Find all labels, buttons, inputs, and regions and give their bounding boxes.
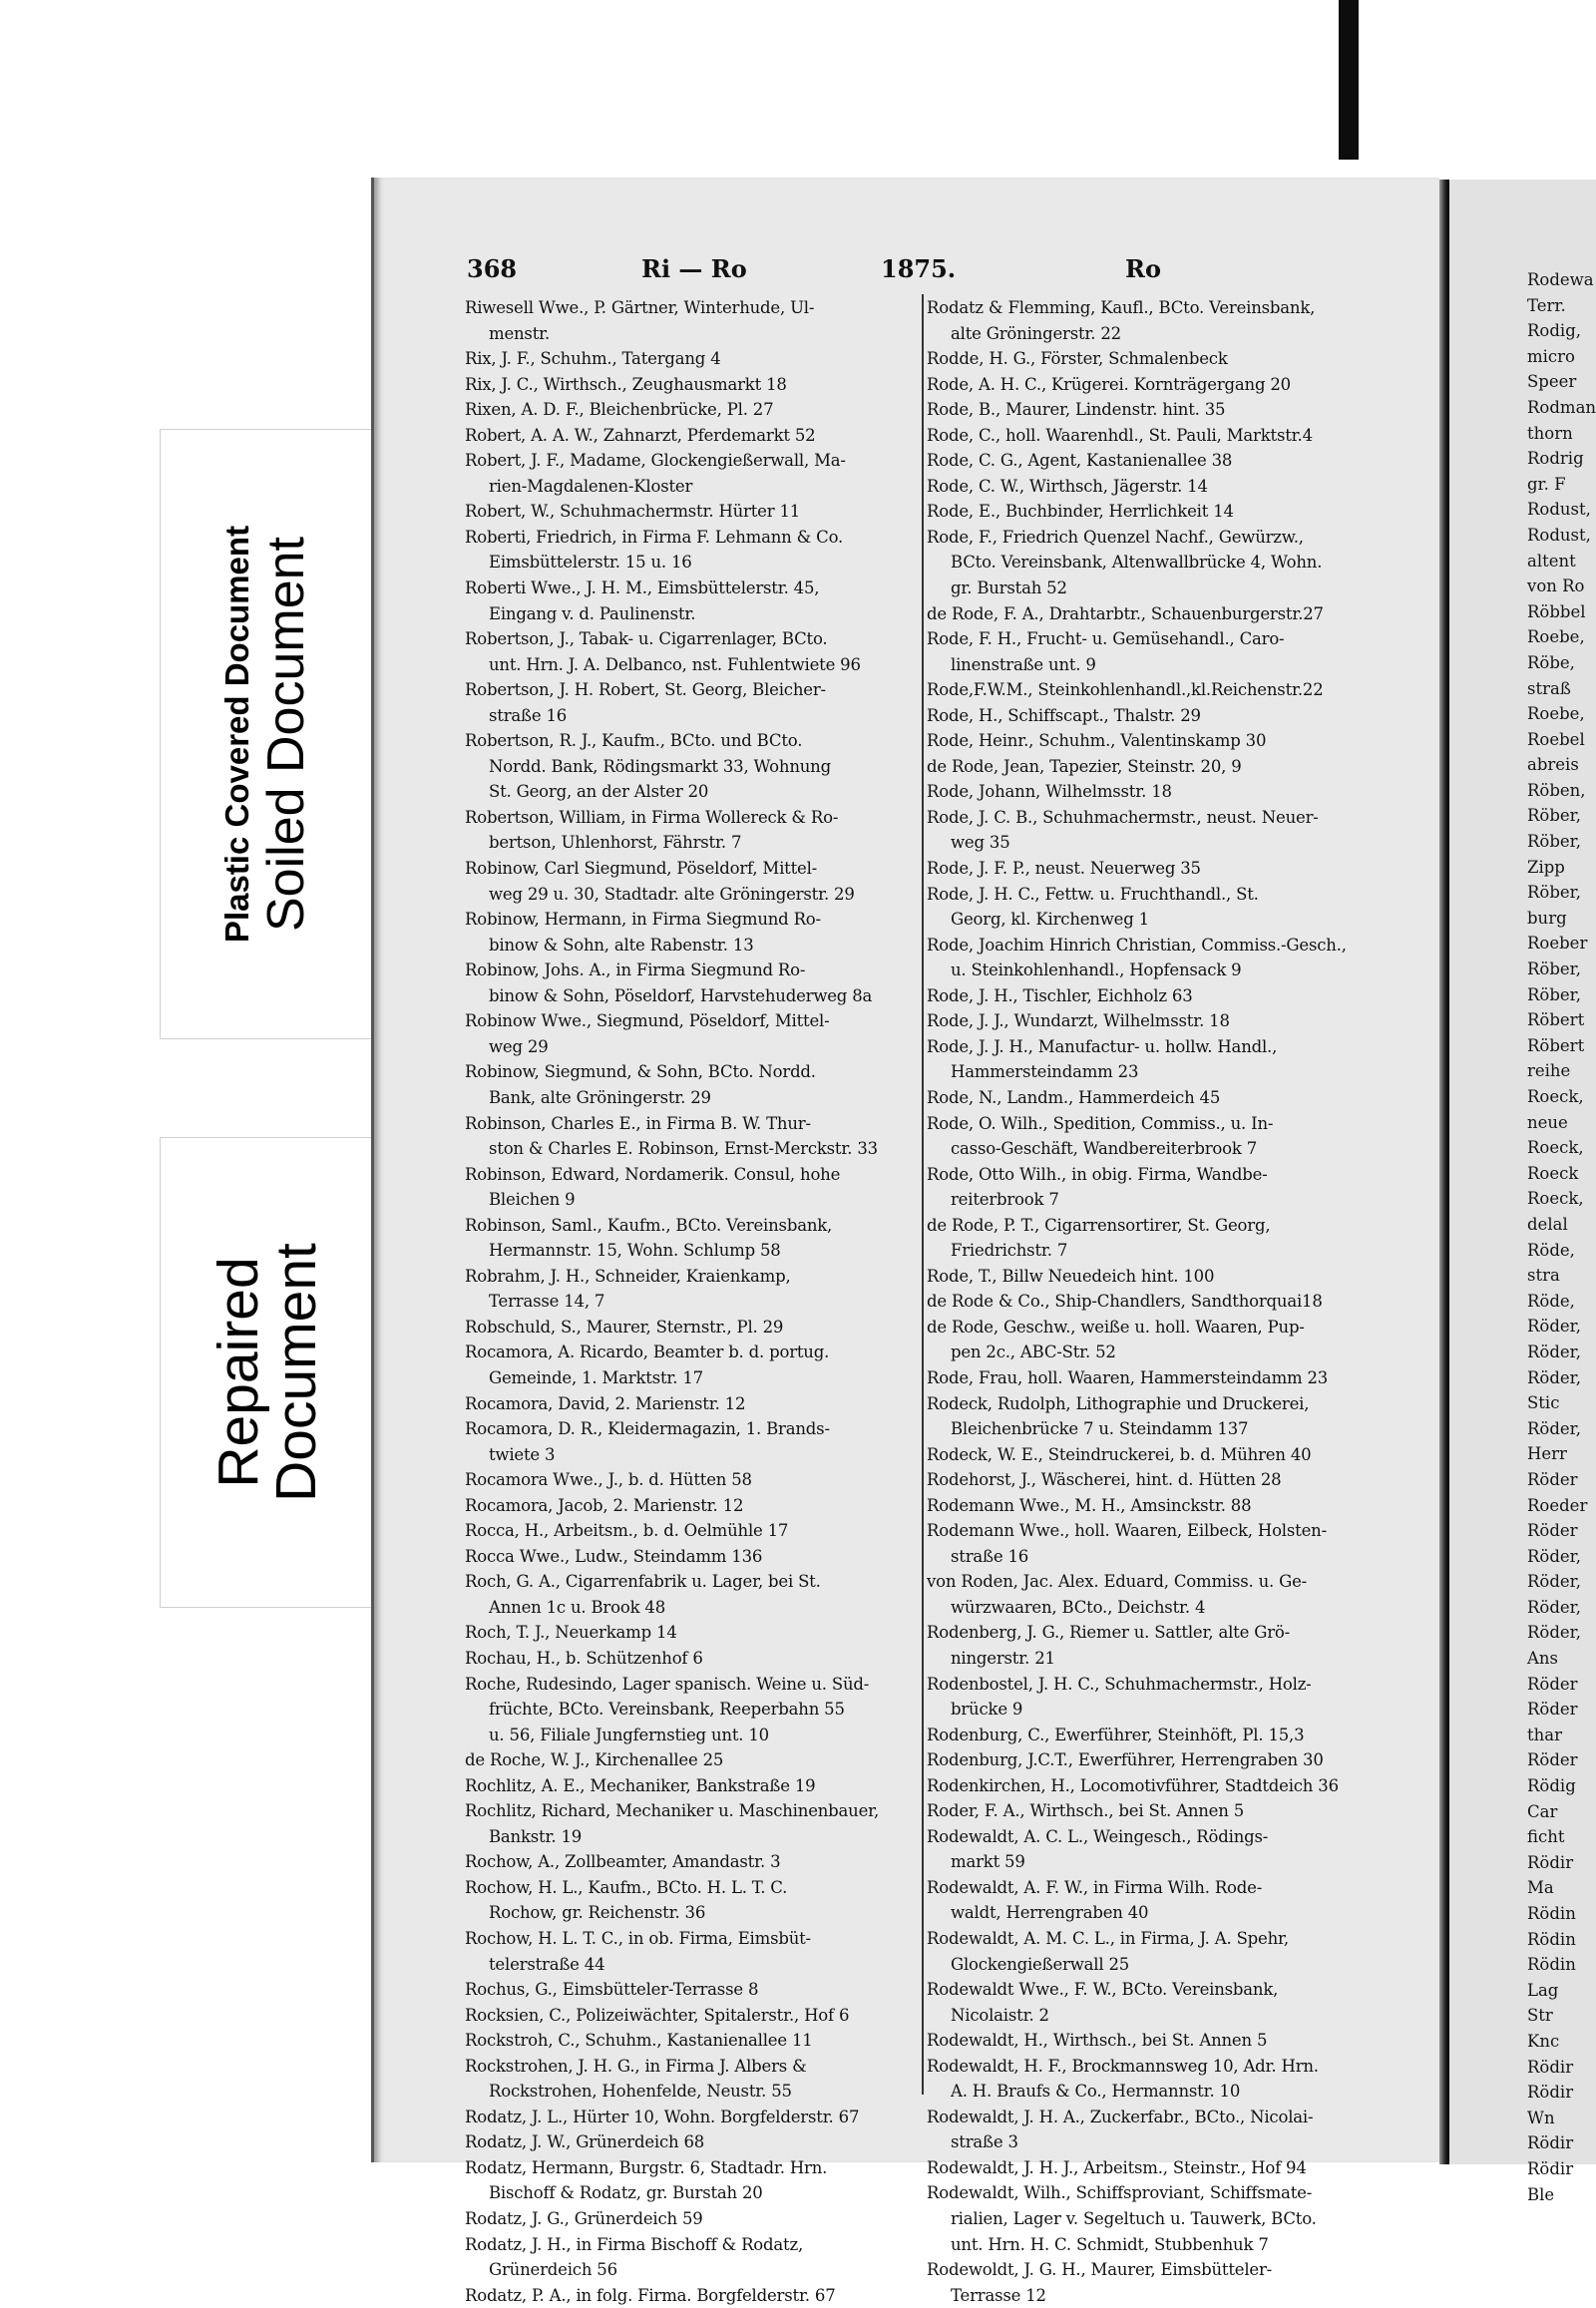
- directory-entry-line: Rocamora, Jacob, 2. Marienstr. 12: [465, 1495, 744, 1515]
- directory-entry-line: BCto. Vereinsbank, Altenwallbrücke 4, Wohn.: [951, 553, 1323, 573]
- directory-entry-line: Bankstr. 19: [489, 1826, 583, 1846]
- directory-entry-line: Rix, J. F., Schuhm., Tatergang 4: [465, 349, 721, 369]
- condition-label-repaired: [160, 1137, 375, 1608]
- label-repaired: Repaired: [206, 1257, 270, 1488]
- facing-page-line: thar: [1527, 1725, 1562, 1744]
- directory-entry-line: telerstraße 44: [489, 1954, 605, 1974]
- directory-entry-line: Rockstroh, C., Schuhm., Kastanienallee 11: [465, 2031, 813, 2051]
- facing-page-line: Rödin: [1527, 1955, 1576, 1975]
- facing-page-line: Röder,: [1527, 1367, 1582, 1387]
- directory-entry-line: Rodenburg, J.C.T., Ewerführer, Herrengraben 30: [927, 1750, 1324, 1770]
- directory-entry-line: Roberti Wwe., J. H. M., Eimsbüttelerstr. 45,: [465, 578, 820, 598]
- facing-page-line: Röder: [1527, 1700, 1578, 1720]
- directory-entry-line: Rocksien, C., Polizeiwächter, Spitalerstr., Hof 6: [465, 2005, 850, 2025]
- directory-entry-line: würzwaaren, BCto., Deichstr. 4: [951, 1597, 1206, 1617]
- directory-entry-line: Gemeinde, 1. Marktstr. 17: [489, 1367, 703, 1387]
- directory-entry-line: Rode, J. C. B., Schuhmachermstr., neust. Neuer-: [927, 807, 1319, 827]
- facing-page-line: Roeber: [1527, 934, 1588, 954]
- facing-page-line: Rödir: [1527, 2133, 1574, 2153]
- directory-entry-line: Rodatz & Flemming, Kaufl., BCto. Vereinsbank,: [927, 298, 1316, 317]
- directory-entry-line: de Rode, P. T., Cigarrensortirer, St. Georg,: [927, 1215, 1271, 1235]
- directory-entry-line: reiterbrook 7: [951, 1190, 1059, 1210]
- page-header: [467, 254, 1385, 290]
- directory-entry-line: rien-Magdalenen-Kloster: [489, 476, 693, 496]
- directory-entry-line: u. Steinkohlenhandl., Hopfensack 9: [951, 961, 1242, 980]
- directory-entry-line: Rode, F. H., Frucht- u. Gemüsehandl., Caro-: [927, 629, 1285, 649]
- directory-entry-line: Bleichen 9: [489, 1190, 576, 1210]
- directory-entry-line: Robert, W., Schuhmachermstr. Hürter 11: [465, 502, 801, 522]
- directory-entry-line: Rodenbostel, J. H. C., Schuhmachermstr., Holz-: [927, 1674, 1312, 1694]
- facing-page-line: Röber,: [1527, 806, 1582, 826]
- facing-page-line: Röder,: [1527, 1572, 1582, 1592]
- facing-page-line: Röbert: [1527, 1035, 1585, 1055]
- directory-entry-line: u. 56, Filiale Jungfernstieg unt. 10: [489, 1725, 769, 1744]
- facing-page-line: Roebel: [1527, 729, 1585, 749]
- directory-entry-line: Roder, F. A., Wirthsch., bei St. Annen 5: [927, 1801, 1245, 1821]
- facing-page-line: Röder: [1527, 1674, 1578, 1694]
- condition-label-plastic-soiled: [160, 429, 375, 1039]
- directory-entry-line: weg 29: [489, 1036, 549, 1056]
- facing-page-line: abreis: [1527, 755, 1579, 775]
- directory-entry-line: Hammersteindamm 23: [951, 1062, 1139, 1082]
- directory-entry-line: Rodeck, Rudolph, Lithographie und Druckerei,: [927, 1393, 1310, 1413]
- directory-entry-line: de Rode, F. A., Drahtarbtr., Schauenburgerstr.27: [927, 603, 1324, 623]
- directory-entry-line: Rodeck, W. E., Steindruckerei, b. d. Mühren 40: [927, 1444, 1312, 1464]
- directory-entry-line: bertson, Uhlenhorst, Fährstr. 7: [489, 833, 742, 853]
- directory-entry-line: Georg, kl. Kirchenweg 1: [951, 910, 1149, 930]
- directory-entry-line: rialien, Lager v. Segeltuch u. Tauwerk, BCto.: [951, 2209, 1317, 2229]
- facing-page-line: Ble: [1527, 2184, 1555, 2204]
- directory-entry-line: Friedrichstr. 7: [951, 1241, 1068, 1261]
- directory-entry-line: Robertson, William, in Firma Wollereck & Ro-: [465, 807, 839, 827]
- directory-entry-line: A. H. Braufs & Co., Hermannstr. 10: [951, 2082, 1241, 2102]
- directory-entry-line: Rochow, H. L. T. C., in ob. Firma, Eimsbüt-: [465, 1929, 811, 1948]
- directory-entry-line: Rode, C. G., Agent, Kastanienallee 38: [927, 451, 1233, 471]
- directory-entry-line: Rodewoldt, J. G. H., Maurer, Eimsbütteler-: [927, 2260, 1273, 2280]
- facing-page-line: Stic: [1527, 1393, 1560, 1413]
- facing-page-line: Röder,: [1527, 1342, 1582, 1361]
- directory-entry-line: Rix, J. C., Wirthsch., Zeughausmarkt 18: [465, 374, 787, 394]
- facing-page-top-margin: [1449, 180, 1596, 267]
- directory-entry-line: unt. Hrn. H. C. Schmidt, Stubbenhuk 7: [951, 2234, 1269, 2254]
- directory-entry-line: Rocamora Wwe., J., b. d. Hütten 58: [465, 1470, 752, 1490]
- facing-page-line: Roebe,: [1527, 627, 1585, 647]
- directory-entry-line: casso-Geschäft, Wandbereiterbrook 7: [951, 1139, 1258, 1159]
- facing-page-line: Röber,: [1527, 832, 1582, 852]
- condition-label-text: [206, 1243, 328, 1502]
- directory-entry-line: Robinson, Saml., Kaufm., BCto. Vereinsbank,: [465, 1215, 833, 1235]
- directory-entry-line: Rode, B., Maurer, Lindenstr. hint. 35: [927, 400, 1226, 420]
- directory-entry-line: von Roden, Jac. Alex. Eduard, Commiss. u. Ge-: [927, 1572, 1308, 1592]
- facing-page-line: Röder: [1527, 1521, 1578, 1541]
- directory-entry-line: alte Gröningerstr. 22: [951, 323, 1121, 343]
- directory-entry-line: Rode, Joachim Hinrich Christian, Commiss.-Gesch.,: [927, 935, 1347, 955]
- directory-entry-line: gr. Burstah 52: [951, 578, 1067, 598]
- directory-entry-line: binow & Sohn, alte Rabenstr. 13: [489, 935, 754, 955]
- directory-entry-line: Rodatz, Hermann, Burgstr. 6, Stadtadr. Hrn.: [465, 2157, 828, 2177]
- facing-page-line: Röber,: [1527, 984, 1582, 1004]
- facing-page-line: Roeck,: [1527, 1087, 1584, 1106]
- book-gutter: [1439, 180, 1449, 2164]
- directory-entry-line: Rode, E., Buchbinder, Herrlichkeit 14: [927, 502, 1234, 522]
- directory-entry-line: Roberti, Friedrich, in Firma F. Lehmann & Co.: [465, 527, 844, 547]
- facing-page-line: micro: [1527, 346, 1575, 366]
- facing-page-line: gr. F: [1527, 474, 1566, 494]
- facing-page-line: Roeck,: [1527, 1138, 1584, 1158]
- directory-entry-line: St. Georg, an der Alster 20: [489, 782, 709, 802]
- left-column-entries: [465, 295, 919, 2308]
- directory-entry-line: Robinson, Charles E., in Firma B. W. Thur-: [465, 1113, 811, 1133]
- directory-entry-line: markt 59: [951, 1852, 1025, 1872]
- facing-page-line: Car: [1527, 1801, 1558, 1821]
- directory-entry-line: Rode, J. J. H., Manufactur- u. hollw. Handl.,: [927, 1036, 1278, 1056]
- directory-entry-line: Rockstrohen, Hohenfelde, Neustr. 55: [489, 2082, 792, 2102]
- directory-entry-line: Roche, Rudesindo, Lager spanisch. Weine u. Süd-: [465, 1674, 870, 1694]
- facing-page-line: Rodust,: [1527, 500, 1591, 520]
- directory-entry-line: Rodehorst, J., Wäscherei, hint. d. Hütten 28: [927, 1470, 1282, 1490]
- directory-entry-line: Roch, G. A., Cigarrenfabrik u. Lager, bei St.: [465, 1572, 821, 1592]
- directory-entry-line: Robinow Wwe., Siegmund, Pöseldorf, Mittel-: [465, 1011, 830, 1031]
- facing-page-line: Röbert: [1527, 1010, 1585, 1030]
- directory-entry-line: Robertson, J., Tabak- u. Cigarrenlager, BCto.: [465, 629, 828, 649]
- directory-entry-line: Rode, J. H., Tischler, Eichholz 63: [927, 985, 1193, 1005]
- column-divider: [922, 294, 924, 2095]
- facing-page-line: Rödin: [1527, 1904, 1576, 1923]
- facing-page-fragment: [1449, 180, 1596, 2204]
- directory-entry-line: Rodewaldt, A. M. C. L., in Firma, J. A. Spehr,: [927, 1929, 1289, 1948]
- directory-entry-line: Rode, Heinr., Schuhm., Valentinskamp 30: [927, 731, 1267, 751]
- label-plastic-covered: Plastic Covered Document: [218, 525, 255, 944]
- scan-border: [1337, 0, 1596, 50]
- directory-entry-line: Robertson, J. H. Robert, St. Georg, Bleicher-: [465, 680, 826, 700]
- directory-entry-line: Bleichenbrücke 7 u. Steindamm 137: [951, 1419, 1249, 1439]
- facing-page-line: Rodewa: [1527, 270, 1594, 289]
- directory-entry-line: Robert, J. F., Madame, Glockengießerwall, Ma-: [465, 451, 846, 471]
- label-document: Document: [264, 1243, 328, 1502]
- alphabet-range: Ri — Ro: [641, 254, 747, 283]
- directory-entry-line: Rode, H., Schiffscapt., Thalstr. 29: [927, 705, 1201, 725]
- directory-entry-line: twiete 3: [489, 1444, 556, 1464]
- directory-entry-line: waldt, Herrengraben 40: [951, 1903, 1149, 1923]
- facing-page-line: Rodman: [1527, 397, 1596, 417]
- page-number: 368: [467, 254, 518, 283]
- facing-page-line: reihe: [1527, 1061, 1571, 1081]
- directory-entry-line: unt. Hrn. J. A. Delbanco, nst. Fuhlentwiete 96: [489, 654, 861, 674]
- facing-page-line: Rödin: [1527, 1929, 1576, 1949]
- facing-page-line: burg: [1527, 908, 1567, 928]
- facing-page-line: neue: [1527, 1112, 1568, 1132]
- directory-entry-line: binow & Sohn, Pöseldorf, Harvstehuderweg 8a: [489, 985, 873, 1005]
- directory-entry-line: Rode, T., Billw Neuedeich hint. 100: [927, 1266, 1215, 1286]
- directory-entry-line: Rodewaldt, H., Wirthsch., bei St. Annen 5: [927, 2031, 1268, 2051]
- directory-entry-line: Hermannstr. 15, Wohn. Schlump 58: [489, 1241, 781, 1261]
- directory-entry-line: Rodatz, J. H., in Firma Bischoff & Rodatz,: [465, 2234, 803, 2254]
- directory-entry-line: Rodewaldt, H. F., Brockmannsweg 10, Adr. Hrn.: [927, 2056, 1319, 2076]
- facing-page-line: Herr: [1527, 1444, 1567, 1464]
- facing-page-line: Rödir: [1527, 2083, 1574, 2103]
- directory-entry-line: Rodewaldt Wwe., F. W., BCto. Vereinsbank,: [927, 1980, 1279, 2000]
- facing-page-line: Röber,: [1527, 960, 1582, 979]
- directory-entry-line: Rode, C. W., Wirthsch, Jägerstr. 14: [927, 476, 1208, 496]
- label-soiled: Soiled Document: [257, 537, 315, 932]
- facing-page-line: Speer: [1527, 372, 1577, 392]
- directory-entry-line: Rochus, G., Eimsbütteler-Terrasse 8: [465, 1980, 759, 2000]
- facing-page-line: Roeder: [1527, 1495, 1588, 1515]
- directory-entry-line: Robertson, R. J., Kaufm., BCto. und BCto.: [465, 731, 803, 751]
- directory-entry-line: de Rode & Co., Ship-Chandlers, Sandthorquai18: [927, 1292, 1323, 1312]
- facing-page-line: Röben,: [1527, 780, 1586, 800]
- facing-page-line: Röder,: [1527, 1317, 1582, 1337]
- facing-page-line: Ans: [1527, 1649, 1559, 1669]
- directory-entry-line: pen 2c., ABC-Str. 52: [951, 1343, 1116, 1362]
- directory-entry-line: Rocamora, A. Ricardo, Beamter b. d. portug.: [465, 1343, 830, 1362]
- directory-entry-line: Riwesell Wwe., P. Gärtner, Winterhude, Ul-: [465, 298, 815, 317]
- directory-entry-line: Robinow, Hermann, in Firma Siegmund Ro-: [465, 910, 821, 930]
- directory-entry-line: Terrasse 14, 7: [489, 1292, 605, 1312]
- directory-entry-line: Rodatz, J. L., Hürter 10, Wohn. Borgfelderstr. 67: [465, 2107, 860, 2126]
- facing-page-line: Röde,: [1527, 1291, 1575, 1311]
- directory-entry-line: straße 16: [951, 1546, 1029, 1566]
- facing-page-line: Zipp: [1527, 857, 1565, 877]
- directory-entry-line: brücke 9: [951, 1700, 1023, 1720]
- directory-entry-line: Robinow, Carl Siegmund, Pöseldorf, Mittel-: [465, 859, 818, 879]
- facing-page-line: Rodrig: [1527, 449, 1584, 469]
- directory-entry-line: Rode, J. J., Wundarzt, Wilhelmsstr. 18: [927, 1011, 1230, 1031]
- facing-page-line: altent: [1527, 551, 1576, 571]
- directory-entry-line: Rocca Wwe., Ludw., Steindamm 136: [465, 1546, 763, 1566]
- facing-page-line: Str: [1527, 2006, 1553, 2026]
- facing-page-line: Rodust,: [1527, 525, 1591, 545]
- directory-entry-line: Rode, A. H. C., Krügerei. Kornträgergang 20: [927, 374, 1291, 394]
- directory-entry-line: Rocamora, D. R., Kleidermagazin, 1. Brands-: [465, 1419, 830, 1439]
- facing-page-line: Rödir: [1527, 2158, 1574, 2178]
- directory-entry-line: Rodewaldt, A. C. L., Weingesch., Rödings-: [927, 1826, 1269, 1846]
- facing-page-line: Wn: [1527, 2108, 1555, 2127]
- directory-entry-line: Rochow, gr. Reichenstr. 36: [489, 1903, 706, 1923]
- directory-year: 1875.: [881, 254, 957, 283]
- directory-entry-line: Robert, A. A. W., Zahnarzt, Pferdemarkt 52: [465, 425, 816, 445]
- directory-entry-line: Eimsbüttelerstr. 15 u. 16: [489, 553, 692, 573]
- directory-entry-line: Robschuld, S., Maurer, Sternstr., Pl. 29: [465, 1317, 784, 1337]
- directory-entry-line: Rochlitz, Richard, Mechaniker u. Maschinenbauer,: [465, 1801, 880, 1821]
- directory-entry-line: de Rode, Geschw., weiße u. holl. Waaren, Pup-: [927, 1317, 1305, 1337]
- directory-entry-line: Rodewaldt, J. H. J., Arbeitsm., Steinstr., Hof 94: [927, 2157, 1307, 2177]
- directory-entry-line: Rodewaldt, Wilh., Schiffsproviant, Schiffsmate-: [927, 2183, 1313, 2203]
- directory-entry-line: Rodatz, J. W., Grünerdeich 68: [465, 2132, 705, 2152]
- directory-entry-line: Rodemann Wwe., M. H., Amsinckstr. 88: [927, 1495, 1252, 1515]
- directory-entry-line: Rocca, H., Arbeitsm., b. d. Oelmühle 17: [465, 1521, 789, 1541]
- facing-page-line: Röber,: [1527, 883, 1582, 903]
- facing-page-line: Rodig,: [1527, 321, 1582, 341]
- directory-entry-line: Rodde, H. G., Förster, Schmalenbeck: [927, 349, 1228, 369]
- directory-entry-line: Rode, F., Friedrich Quenzel Nachf., Gewürzw.,: [927, 527, 1304, 547]
- condition-label-text: [218, 526, 316, 943]
- scan-edge-shadow: [1339, 0, 1359, 160]
- directory-entry-line: Rode, N., Landm., Hammerdeich 45: [927, 1087, 1221, 1107]
- facing-page-line: Röder,: [1527, 1597, 1582, 1617]
- directory-entry-line: Rode, C., holl. Waarenhdl., St. Pauli, Marktstr.4: [927, 425, 1313, 445]
- directory-entry-line: Rochlitz, A. E., Mechaniker, Bankstraße 19: [465, 1775, 816, 1795]
- directory-entry-line: Rodatz, J. G., Grünerdeich 59: [465, 2209, 703, 2229]
- directory-entry-line: de Roche, W. J., Kirchenallee 25: [465, 1750, 724, 1770]
- directory-entry-line: Rodemann Wwe., holl. Waaren, Eilbeck, Holsten-: [927, 1521, 1327, 1541]
- directory-entry-line: Glockengießerwall 25: [951, 1954, 1130, 1974]
- facing-page-line: thorn: [1527, 423, 1573, 443]
- directory-entry-line: Rockstrohen, J. H. G., in Firma J. Albers &: [465, 2056, 807, 2076]
- directory-entry-line: Rixen, A. D. F., Bleichenbrücke, Pl. 27: [465, 400, 774, 420]
- facing-page-line: ficht: [1527, 1827, 1565, 1847]
- directory-entry-line: Rode, J. H. C., Fettw. u. Fruchthandl., St.: [927, 884, 1259, 904]
- facing-page-line: Rödig: [1527, 1776, 1576, 1796]
- directory-entry-line: Roch, T. J., Neuerkamp 14: [465, 1623, 677, 1643]
- facing-page-line: Roebe,: [1527, 704, 1585, 724]
- facing-page-line: Ma: [1527, 1878, 1554, 1898]
- directory-entry-line: ningerstr. 21: [951, 1648, 1055, 1668]
- facing-page-line: Terr.: [1527, 295, 1566, 315]
- directory-entry-line: Rodenberg, J. G., Riemer u. Sattler, alte Grö-: [927, 1623, 1290, 1643]
- directory-entry-line: Nicolaistr. 2: [951, 2005, 1049, 2025]
- facing-page-line: von Ro: [1527, 577, 1585, 596]
- facing-page-line: Röder,: [1527, 1623, 1582, 1643]
- facing-page-line: Roeck: [1527, 1163, 1579, 1183]
- facing-page-line: straß: [1527, 678, 1571, 698]
- directory-entry-line: Rochau, H., b. Schützenhof 6: [465, 1648, 703, 1668]
- directory-entry-line: Bischoff & Rodatz, gr. Burstah 20: [489, 2183, 763, 2203]
- directory-entry-line: Robinow, Siegmund, & Sohn, BCto. Nordd.: [465, 1062, 816, 1082]
- directory-entry-line: Rodatz, P. A., in folg. Firma. Borgfelderstr. 67: [465, 2285, 836, 2305]
- directory-entry-line: Rode, O. Wilh., Spedition, Commiss., u. In-: [927, 1113, 1274, 1133]
- directory-entry-line: Robrahm, J. H., Schneider, Kraienkamp,: [465, 1266, 791, 1286]
- facing-page-line: Röder: [1527, 1469, 1578, 1489]
- directory-entry-line: Rode, Johann, Wilhelmsstr. 18: [927, 782, 1172, 802]
- directory-entry-line: weg 35: [951, 833, 1010, 853]
- directory-entry-line: straße 16: [489, 705, 568, 725]
- directory-entry-line: Rode,F.W.M., Steinkohlenhandl.,kl.Reichenstr.22: [927, 680, 1324, 700]
- directory-entry-line: Terrasse 12: [951, 2285, 1046, 2305]
- directory-entry-line: linenstraße unt. 9: [951, 654, 1096, 674]
- directory-entry-line: Nordd. Bank, Rödingsmarkt 33, Wohnung: [489, 756, 831, 776]
- directory-entry-line: straße 3: [951, 2132, 1018, 2152]
- directory-entry-line: Rodewaldt, A. F. W., in Firma Wilh. Rode-: [927, 1877, 1263, 1897]
- directory-entry-line: Rodenburg, C., Ewerführer, Steinhöft, Pl. 15,3: [927, 1725, 1305, 1744]
- directory-entry-line: Robinow, Johs. A., in Firma Siegmund Ro-: [465, 961, 806, 980]
- facing-page-line: Röder: [1527, 1750, 1578, 1770]
- directory-entry-line: Annen 1c u. Brook 48: [489, 1597, 666, 1617]
- directory-entry-line: Robinson, Edward, Nordamerik. Consul, hohe: [465, 1164, 841, 1184]
- facing-page-line: delal: [1527, 1214, 1568, 1234]
- facing-page-line: Röde,: [1527, 1240, 1575, 1260]
- directory-entry-line: menstr.: [489, 323, 551, 343]
- directory-entry-line: früchte, BCto. Vereinsbank, Reeperbahn 55: [489, 1700, 845, 1720]
- directory-entry-line: de Rode, Jean, Tapezier, Steinstr. 20, 9: [927, 756, 1242, 776]
- directory-entry-line: Bank, alte Gröningerstr. 29: [489, 1087, 711, 1107]
- facing-page-line: stra: [1527, 1266, 1560, 1286]
- directory-entry-line: ston & Charles E. Robinson, Ernst-Merckstr. 33: [489, 1139, 878, 1159]
- facing-page-line: Röder,: [1527, 1418, 1582, 1438]
- directory-entry-line: Rodewaldt, J. H. A., Zuckerfabr., BCto., Nicolai-: [927, 2107, 1314, 2126]
- directory-entry-line: Rode, Frau, holl. Waaren, Hammersteindamm 23: [927, 1367, 1329, 1387]
- directory-entry-line: Rocamora, David, 2. Marienstr. 12: [465, 1393, 746, 1413]
- facing-page-line: Röbbel: [1527, 601, 1586, 621]
- directory-entry-line: Rode, J. F. P., neust. Neuerweg 35: [927, 859, 1201, 879]
- directory-entry-line: Eingang v. d. Paulinenstr.: [489, 603, 696, 623]
- directory-entry-line: Grünerdeich 56: [489, 2260, 617, 2280]
- directory-entry-line: weg 29 u. 30, Stadtadr. alte Gröningerstr. 29: [489, 884, 855, 904]
- facing-page-line: Lag: [1527, 1980, 1559, 2000]
- directory-entry-line: Rodenkirchen, H., Locomotivführer, Stadtdeich 36: [927, 1775, 1339, 1795]
- facing-page-line: Roeck,: [1527, 1189, 1584, 1209]
- directory-entry-line: Rochow, A., Zollbeamter, Amandastr. 3: [465, 1852, 781, 1872]
- facing-page-line: Knc: [1527, 2031, 1560, 2051]
- facing-page-line: Rödir: [1527, 1852, 1574, 1872]
- facing-page-line: Röder,: [1527, 1546, 1582, 1566]
- directory-entry-line: Rode, Otto Wilh., in obig. Firma, Wandbe-: [927, 1164, 1268, 1184]
- facing-page-line: Röbe,: [1527, 652, 1575, 672]
- right-column-entries: [927, 295, 1382, 2308]
- section-letters: Ro: [1125, 254, 1161, 283]
- directory-entry-line: Rochow, H. L., Kaufm., BCto. H. L. T. C.: [465, 1877, 788, 1897]
- facing-page-line: Rödir: [1527, 2057, 1574, 2077]
